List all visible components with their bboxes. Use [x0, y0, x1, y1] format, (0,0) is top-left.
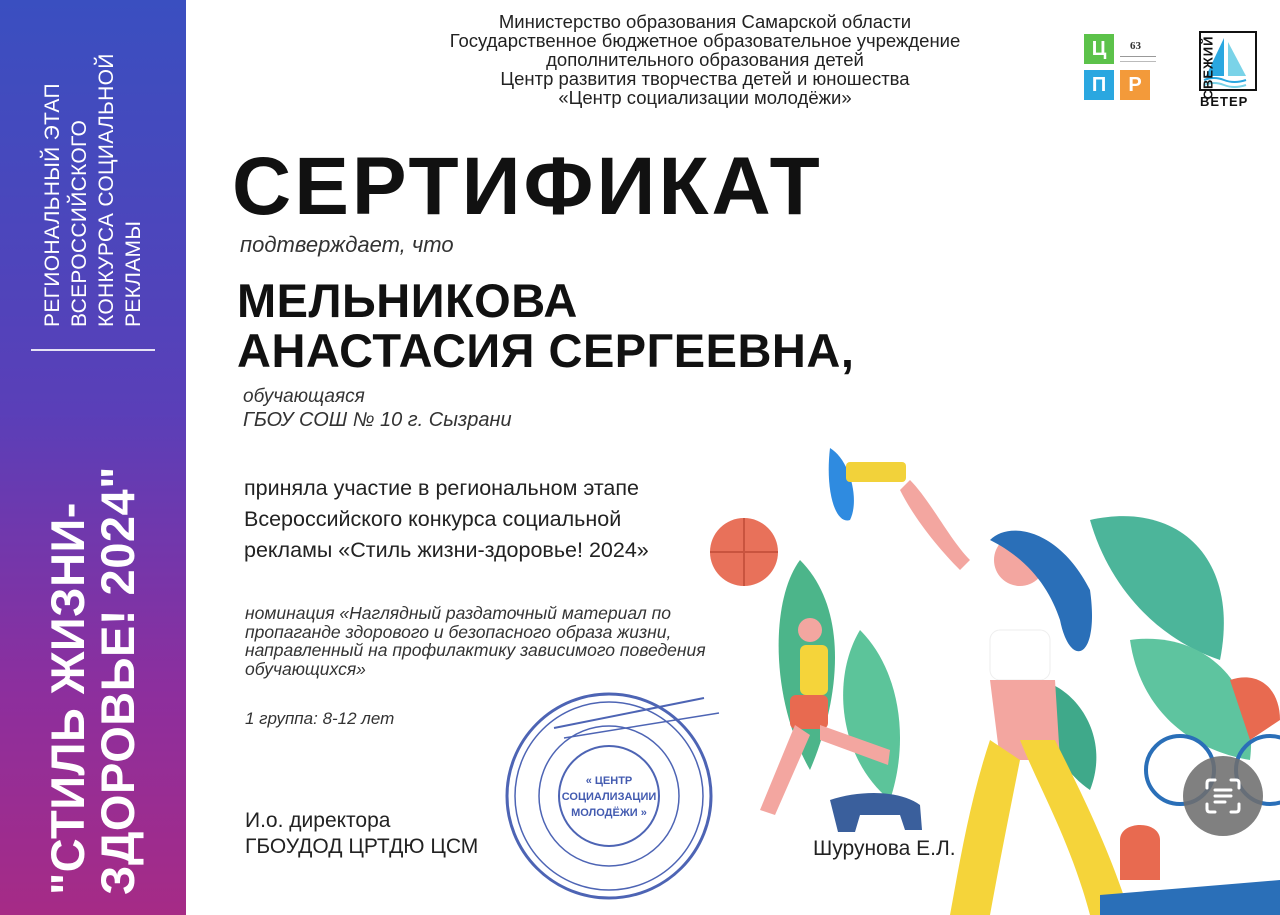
cpr-logo [1084, 34, 1158, 104]
header-line: дополнительного образования детей [546, 49, 864, 70]
leaf-shape [1130, 639, 1251, 760]
director-title-line: ГБОУДОД ЦРТДЮ ЦСМ [245, 835, 479, 858]
banner-subtitle: РЕГИОНАЛЬНЫЙ ЭТАП ВСЕРОССИЙСКОГО КОНКУРСА СОЦИАЛЬНОЙ РЕКЛАМЫ [41, 53, 145, 327]
logo-tile-p: П [1084, 70, 1114, 100]
participation-line: приняла участие в региональном этапе [244, 476, 639, 500]
age-group: 1 группа: 8-12 лет [245, 709, 395, 728]
institution-header [380, 12, 1030, 107]
official-stamp [494, 688, 724, 904]
certificate-title: СЕРТИФИКАТ [232, 141, 823, 232]
nomination-line: пропаганде здорового и безопасного образа жизни, [245, 621, 672, 642]
header-line: Министерство образования Самарской области [498, 11, 912, 32]
recipient-name [237, 276, 854, 376]
header-line: Государственное бюджетное образовательное учреждение [449, 30, 961, 51]
participation-text [244, 473, 804, 566]
nomination-text [245, 604, 865, 678]
nomination-line: номинация «Наглядный раздаточный материал по [245, 603, 671, 623]
school-name: ГБОУ СОШ № 10 г. Сызрани [243, 409, 512, 431]
logo-word-2: ВЕТЕР [1200, 94, 1249, 109]
banner-main-title: "СТИЛЬ ЖИЗНИ-ЗДОРОВЬЕ! 2024" [41, 466, 144, 895]
logo-word-1: СВЕЖИЙ [1200, 35, 1216, 100]
side-banner-text [0, 0, 186, 915]
participation-line: рекламы «Стиль жизни-здоровье! 2024» [244, 538, 649, 562]
recipient-given-names: АНАСТАСИЯ СЕРГЕЕВНА, [237, 324, 855, 377]
confirms-text: подтверждает, что [240, 232, 454, 257]
stamp-line: МОЛОДЁЖИ » [571, 807, 647, 819]
logo-tile-c: Ц [1084, 34, 1114, 64]
director-title [245, 808, 478, 860]
header-line: Центр развития творчества детей и юношества [500, 68, 910, 89]
leaf-shape [1090, 516, 1224, 660]
svezhiy-veter-logo [1184, 28, 1260, 112]
logo-number: 63 [1130, 40, 1141, 52]
dumbbell [846, 462, 906, 482]
director-name: Шурунова Е.Л. [813, 837, 956, 860]
stamp-line: « ЦЕНТР [585, 775, 633, 787]
logo-fine-print [1120, 56, 1156, 62]
stamp-line: СОЦИАЛИЗАЦИИ [561, 791, 657, 803]
text-scan-button[interactable] [1183, 756, 1263, 836]
recipient-surname: МЕЛЬНИКОВА [237, 274, 578, 327]
shoe-shape [829, 448, 854, 520]
director-title-line: И.о. директора [245, 809, 391, 832]
nomination-line: направленный на профилактику зависимого поведения [245, 640, 706, 660]
sailboat-icon [1184, 28, 1260, 94]
banner-divider [31, 349, 155, 351]
side-banner [0, 0, 186, 915]
nomination-line: обучающихся» [245, 658, 366, 679]
student-role: обучающаяся [243, 386, 365, 407]
scan-text-icon [1203, 776, 1243, 816]
participation-line: Всероссийского конкурса социальной [244, 507, 622, 531]
header-line: «Центр социализации молодёжи» [558, 87, 852, 108]
logo-tile-r: Р [1120, 70, 1150, 100]
